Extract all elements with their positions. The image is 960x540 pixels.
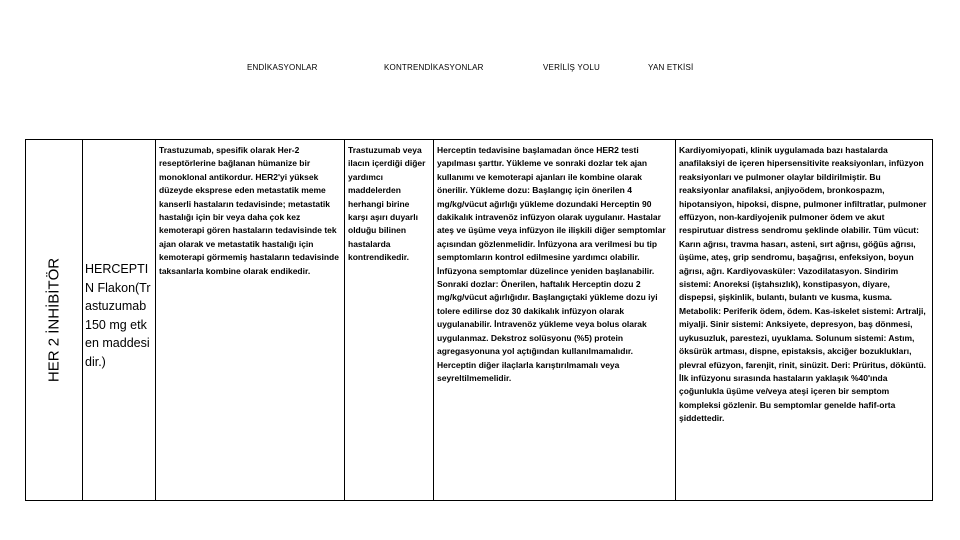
contraindications-text: Trastuzumab veya ilacın içerdiği diğer yardımcı maddelerden herhangi birine karşı aşırı duyarlı olduğu bilinen hastalarda kontrendikedir.: [348, 145, 426, 263]
contraindications-cell: [345, 140, 434, 501]
header-yan-etkisi: YAN ETKİSİ: [648, 63, 694, 72]
side-effects-text: Kardiyomiyopati, klinik uygulamada bazı hastalarda anafilaksiyi de içeren hipersensitivite reaksiyonları, infüzyon reaksiyonları ve pulmoner olaylar bildirilmiştir. Bu reaksiyonlar anafilaksi, anjiyoödem, bronkospazm, hipotansiyon, hipoksi, dispne, pulmoner infiltratlar, pulmoner effüzyon, non-kardiyojenik pulmoner ödem ve akut respirutuar distress sendromu şeklinde olabilir. Tüm vücut: Karın ağrısı, travma hasarı, asteni, sırt ağrısı, göğüs ağrısı, üşüme, ateş, grip sendromu, başağrısı, enfeksiyon, boyun ağrısı, ağrı. Kardiyovasküler: Vazodilatasyon. Sindirim sistemi: Anoreksi (iştahsızlık), konstipasyon, diyare, dispepsi, şişkinlik, bulantı, bulantı ve kusma, kusma. Metabolik: Periferik ödem, ödem. Kas-iskelet sistemi: Artralji, miyalji. Sinir sistemi: Anksiyete, depresyon, baş dönmesi, uykusuzluk, parestezi, uyuklama. Solunum sistemi: Astım, öksürük artması, dispne, epistaksis, akciğer bozuklukları, plevral efüzyon, farenjit, rinit, sinüzit. Deri: Prüritus, döküntü. İlk infüzyonu sırasında hastaların yaklaşık %40'ında çoğunlukla üşüme ve/veya ateşi içeren bir semptom kompleksi gözlenir. Bu semptomlar genelde hafif-orta şiddettedir.: [679, 145, 927, 424]
indications-text: Trastuzumab, spesifik olarak Her-2 reseptörlerine bağlanan hümanize bir monoklonal antikordur. HER2'yi yüksek düzeyde eksprese eden metastatik meme kanserli hastaların tedavisinde; metastatik hastalığı için bir veya daha çok kez kemoterapi gören hastaların tedavisinde tek ajan olarak ve metastatik hastalığı için kemoterapi görmemiş hastaların tedavisinde taksanlarla kombine olarak endikedir.: [159, 145, 339, 276]
table-row: [26, 140, 933, 501]
header-verilis-yolu: VERİLİŞ YOLU: [543, 63, 600, 72]
group-label: HER 2 İNHİBİTÖR: [45, 257, 63, 383]
group-cell: [26, 140, 83, 501]
header-kontrendikasyonlar: KONTRENDİKASYONLAR: [384, 63, 484, 72]
drug-name: HERCEPTIN Flakon(Trastuzumab 150 mg etken maddesidir.): [85, 262, 151, 369]
header-endikasyonlar: ENDİKASYONLAR: [247, 63, 318, 72]
side-effects-cell: [676, 140, 933, 501]
administration-cell: [434, 140, 676, 501]
drug-cell: [83, 140, 156, 501]
drug-info-table: [25, 139, 933, 501]
administration-text: Herceptin tedavisine başlamadan önce HER2 testi yapılması şarttır. Yükleme ve sonraki dozlar tek ajan kullanımı ve kemoterapi ajanları ile kombine olarak önerilir. Yükleme dozu: Başlangıç için önerilen 4 mg/kg/vücut ağırlığı yükleme dozundaki Herceptin 90 dakikalık intravenöz infüzyon olarak uygulanır. Hastalar ateş ve üşüme veya infüzyon ile ilişkili diğer semptomlar açısından gözlenmelidir. İnfüzyona ara verilmesi bu tip semptomların kontrol edilmesine yardımcı olabilir. İnfüzyona semptomlar düzelince yeniden başlanabilir. Sonraki dozlar: Önerilen, haftalık Herceptin dozu 2 mg/kg/vücut ağırlığıdır. Başlangıçtaki yükleme dozu iyi tolere edilirse doz 30 dakikalık infüzyon olarak uygulanabilir. İntravenöz yükleme veya bolus olarak uygulanmaz. Dekstroz solüsyonu (%5) protein agregasyonuna yol açtığından kullanılmamalıdır. Herceptin diğer ilaçlarla karıştırılmamalı veya seyreltilmemelidir.: [437, 145, 666, 383]
indications-cell: [156, 140, 345, 501]
